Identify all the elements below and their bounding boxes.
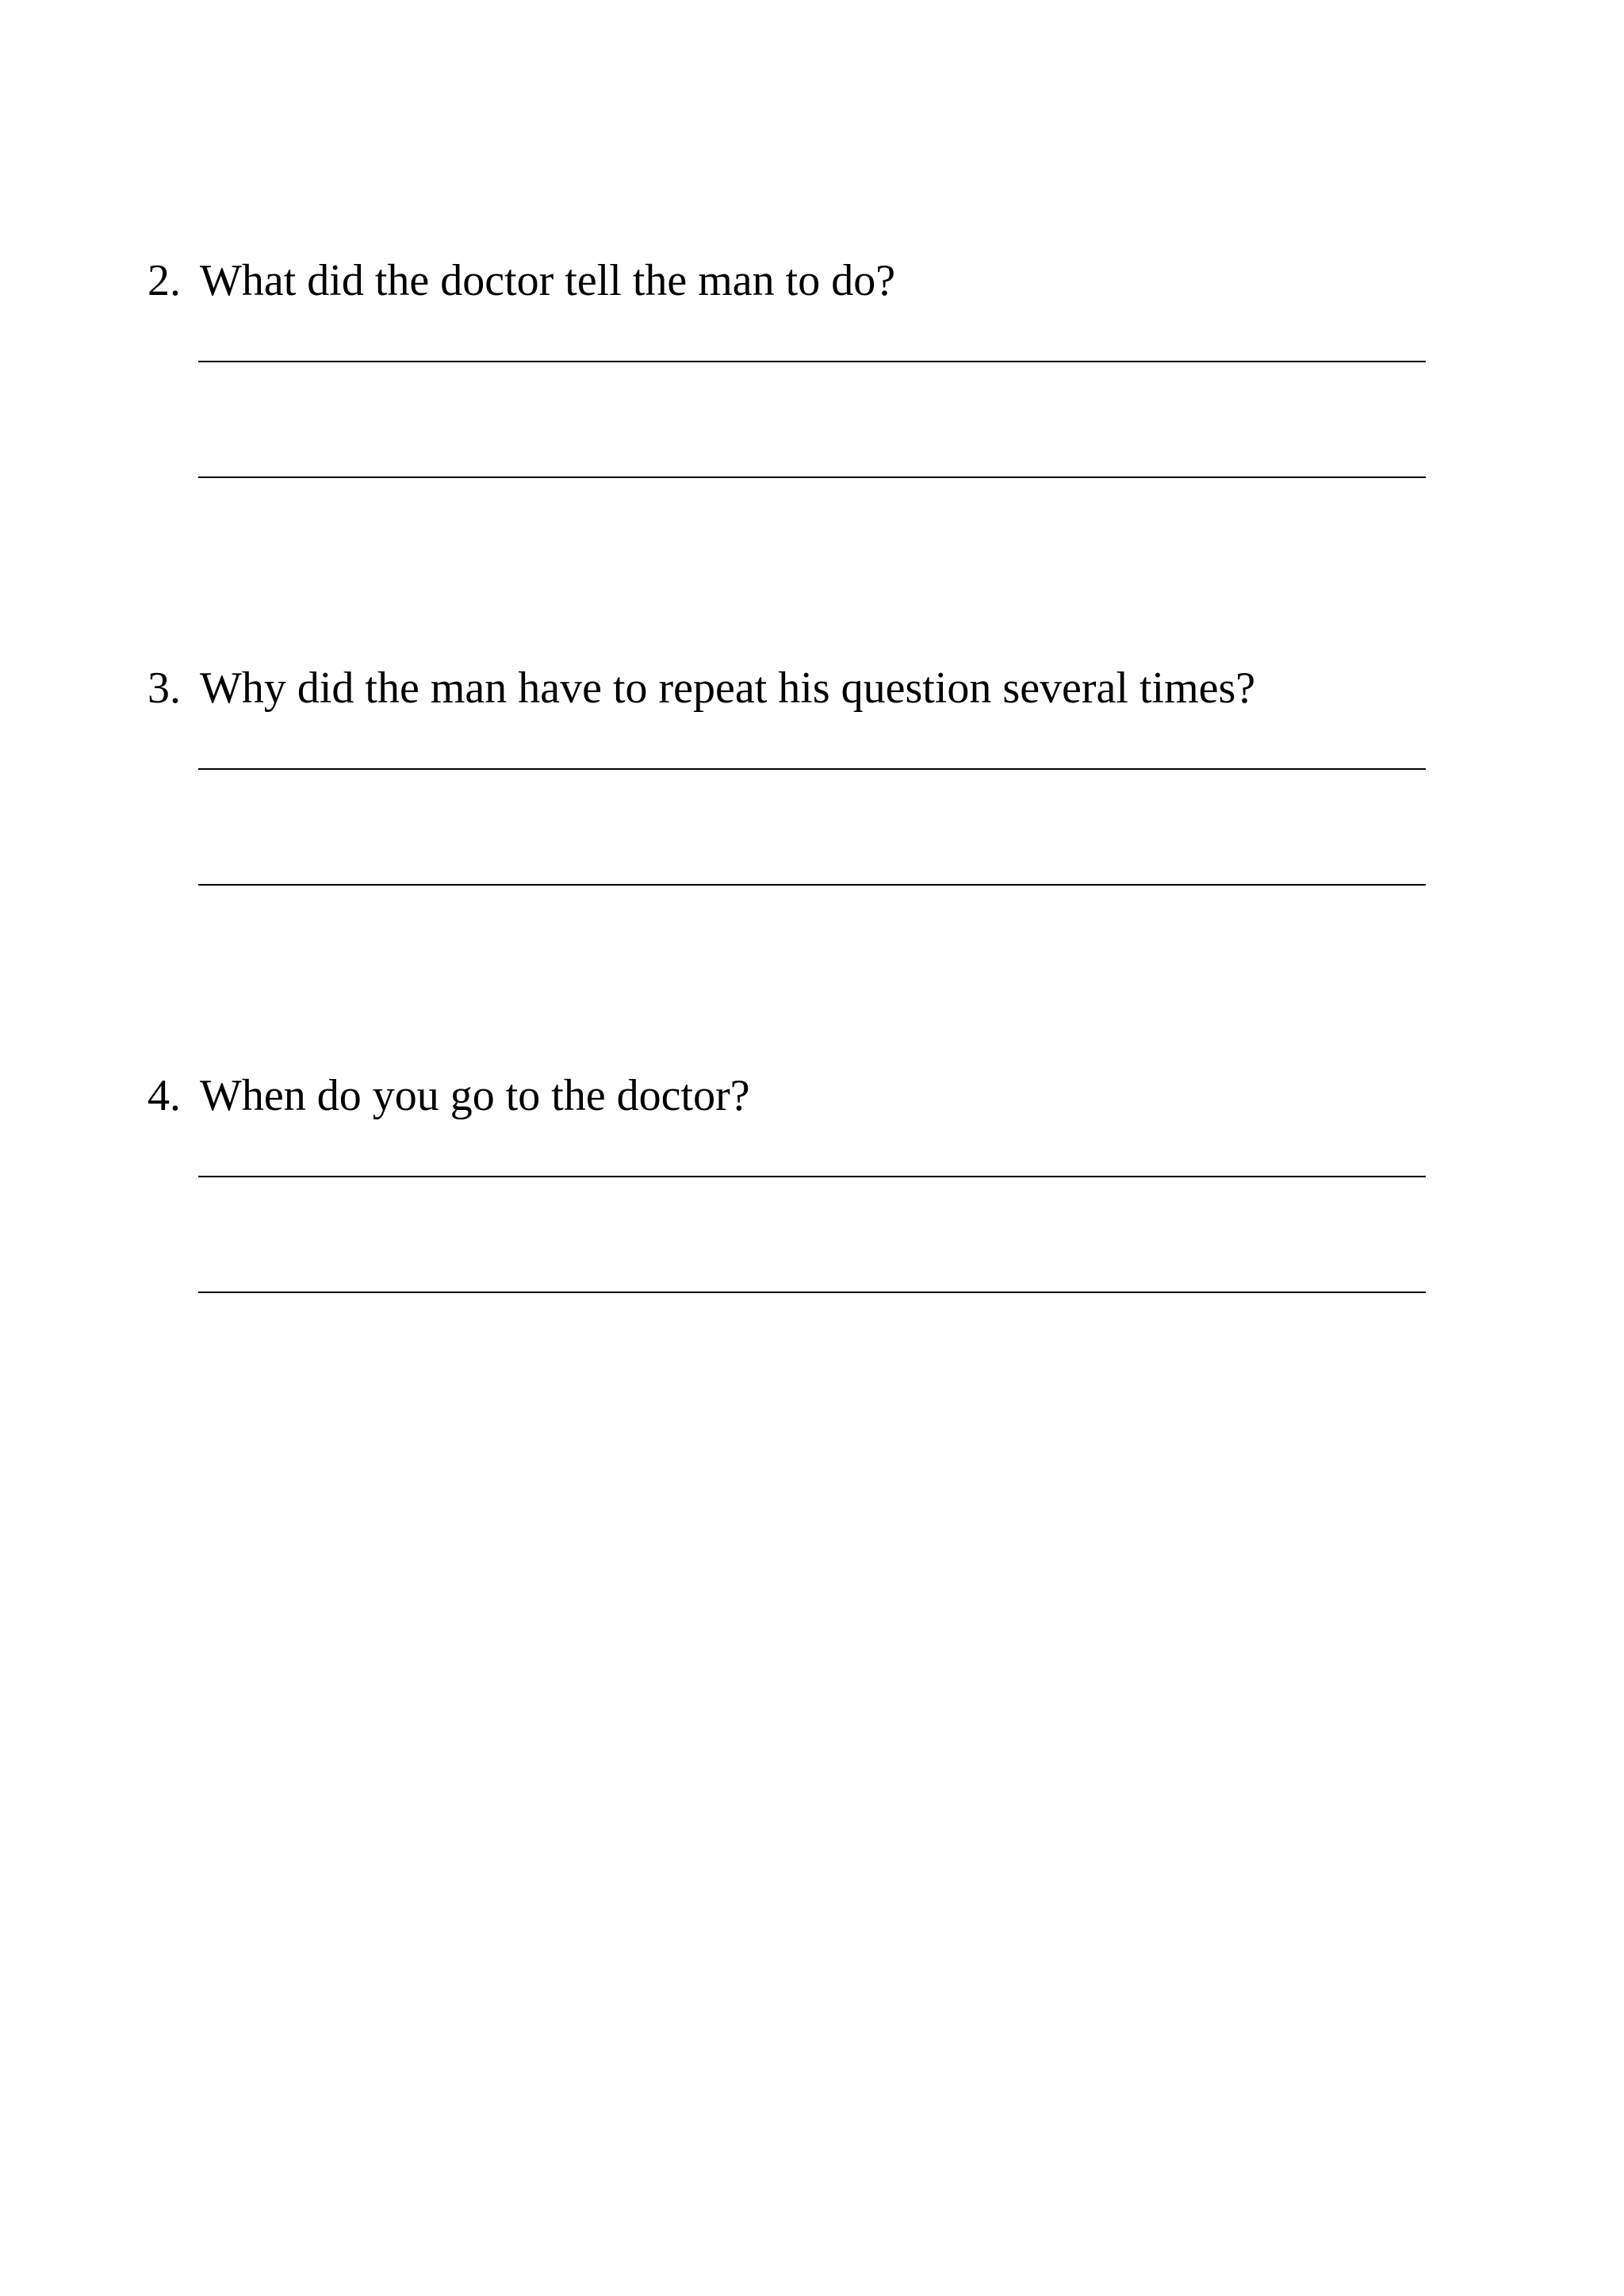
answer-line-3a[interactable] [198, 768, 1426, 770]
answer-line-2a[interactable] [198, 361, 1426, 362]
question-3-text [147, 660, 1255, 717]
question-3-number: 3. [147, 664, 181, 713]
answer-line-4b[interactable] [198, 1292, 1426, 1293]
answer-line-2b[interactable] [198, 476, 1426, 478]
question-4-text [147, 1067, 750, 1124]
question-2-number: 2. [147, 256, 181, 305]
question-4-number: 4. [147, 1071, 181, 1120]
question-2-prompt: What did the doctor tell the man to do? [200, 256, 896, 305]
answer-line-4a[interactable] [198, 1176, 1426, 1177]
question-3-prompt: Why did the man have to repeat his question several times? [200, 664, 1256, 713]
question-2-text [147, 252, 895, 309]
answer-line-3b[interactable] [198, 884, 1426, 886]
question-4-prompt: When do you go to the doctor? [200, 1071, 750, 1120]
